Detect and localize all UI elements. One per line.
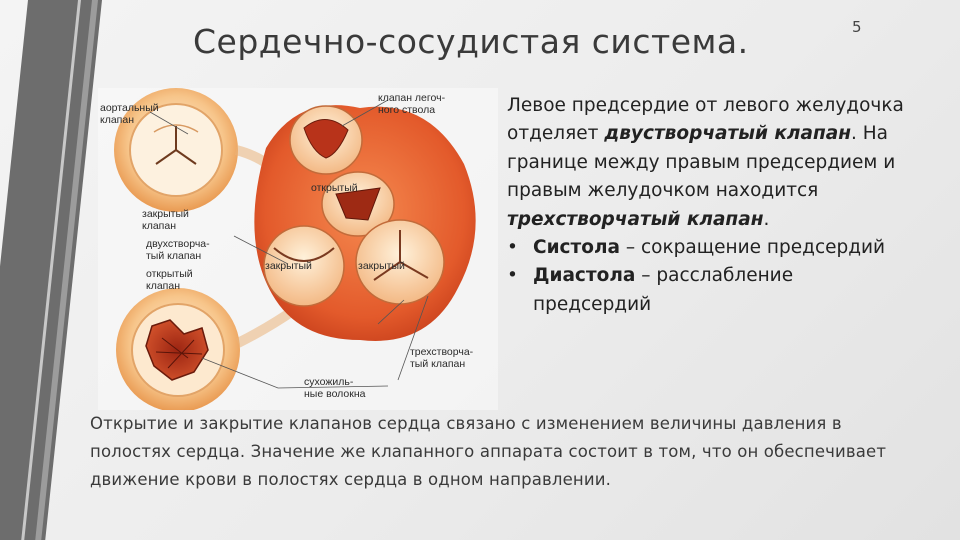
label-closed-right: закрытый <box>358 260 405 272</box>
label-bicuspid-valve: двухстворча- тый клапан <box>146 238 210 262</box>
term-bicuspid: двустворчатый клапан <box>604 123 851 145</box>
label-chordae: сухожиль- ные волокна <box>304 376 366 400</box>
desc-text-3: . <box>763 208 770 230</box>
label-pulmonary-valve: клапан легоч- ного ствола <box>378 92 446 116</box>
description-paragraph <box>507 92 907 234</box>
label-closed-valve: закрытый клапан <box>142 208 189 232</box>
list-item-systole <box>507 234 907 262</box>
heart-cross-section <box>254 105 475 341</box>
bottom-paragraph: Открытие и закрытие клапанов сердца связано с изменением величины давления в полостях сердца. Значение же клапанного аппарата состоит в том, что он обеспечивает движение крови в полостях сердца в одном направлении. <box>90 414 887 489</box>
label-open-valve: открытый клапан <box>146 268 193 292</box>
systole-text: – сокращение предсердий <box>619 237 886 259</box>
label-tricuspid-valve: трехстворча- тый клапан <box>410 346 474 370</box>
term-diastole: Диастола <box>533 265 636 287</box>
term-tricuspid: трехстворчатый клапан <box>507 208 764 230</box>
slide-title: Сердечно-сосудистая система. <box>193 22 749 61</box>
heart-valves-illustration <box>98 88 498 410</box>
list-item-diastole <box>507 262 907 319</box>
phase-list <box>507 234 907 319</box>
term-systole: Систола <box>533 237 620 259</box>
desc-text-2: . На границе между правым предсердием и правым желудочком находится <box>507 123 896 202</box>
label-closed-mid: закрытый <box>265 260 312 272</box>
page-number: 5 <box>852 18 862 36</box>
desc-text-1: Левое предсердие от левого желудочка отделяет <box>507 95 904 145</box>
label-aortic-valve: аортальный клапан <box>100 102 159 126</box>
description-text <box>507 92 907 319</box>
diastole-text: – расслабление предсердий <box>533 265 794 315</box>
label-open-center: открытый <box>311 182 358 194</box>
open-bicuspid-valve-view <box>116 288 240 410</box>
